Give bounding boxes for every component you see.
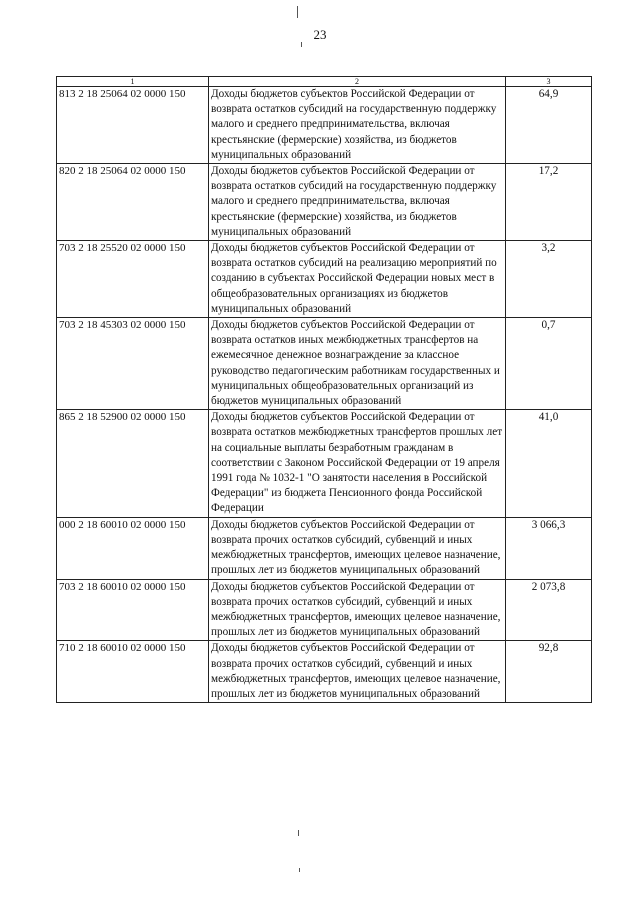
table-row (57, 164, 592, 241)
budget-code: 703 2 18 60010 02 0000 150 (57, 579, 209, 641)
revenue-description: Доходы бюджетов субъектов Российской Федерации от возврата остатков межбюджетных трансфертов прошлых лет на социальные выплаты безработным гражданам в соответствии с Законом Российской Федерации от 19 апреля 1991 года № 1032-1 "О занятости населения в Российской Федерации" из бюджета Пенсионного фонда Российской Федерации (209, 410, 506, 517)
budget-code: 813 2 18 25064 02 0000 150 (57, 87, 209, 164)
revenue-description: Доходы бюджетов субъектов Российской Федерации от возврата прочих остатков субсидий, субвенций и иных межбюджетных трансфертов, имеющих целевое назначение, прошлых лет из бюджетов муниципальных образований (209, 517, 506, 579)
budget-code: 865 2 18 52900 02 0000 150 (57, 410, 209, 517)
revenue-description: Доходы бюджетов субъектов Российской Федерации от возврата остатков субсидий на государственную поддержку малого и среднего предпринимательства, включая крестьянские (фермерские) хозяйства, из бюджетов муниципальных образований (209, 87, 506, 164)
budget-code: 820 2 18 25064 02 0000 150 (57, 164, 209, 241)
amount: 3,2 (506, 241, 592, 318)
revenue-description: Доходы бюджетов субъектов Российской Федерации от возврата остатков иных межбюджетных трансфертов на ежемесячное денежное вознаграждение за классное руководство педагогическим работникам государственных и муниципальных общеобразовательных организаций из бюджетов муниципальных образований (209, 318, 506, 410)
amount: 3 066,3 (506, 517, 592, 579)
column-header-amount: 3 (506, 77, 592, 87)
column-header-description: 2 (209, 77, 506, 87)
amount: 92,8 (506, 641, 592, 703)
scan-artifact (297, 6, 298, 18)
table-row (57, 241, 592, 318)
budget-code: 703 2 18 25520 02 0000 150 (57, 241, 209, 318)
table-row (57, 517, 592, 579)
table-header-row (57, 77, 592, 87)
amount: 41,0 (506, 410, 592, 517)
budget-code: 710 2 18 60010 02 0000 150 (57, 641, 209, 703)
revenue-description: Доходы бюджетов субъектов Российской Федерации от возврата остатков субсидий на государственную поддержку малого и среднего предпринимательства, включая крестьянские (фермерские) хозяйства, из бюджетов муниципальных образований (209, 164, 506, 241)
revenue-description: Доходы бюджетов субъектов Российской Федерации от возврата прочих остатков субсидий, субвенций и иных межбюджетных трансфертов, имеющих целевое назначение, прошлых лет из бюджетов муниципальных образований (209, 641, 506, 703)
amount: 0,7 (506, 318, 592, 410)
budget-code: 000 2 18 60010 02 0000 150 (57, 517, 209, 579)
budget-revenue-table (56, 76, 592, 703)
table-row (57, 87, 592, 164)
table-row (57, 579, 592, 641)
scan-artifact (299, 868, 300, 872)
table-row (57, 318, 592, 410)
amount: 17,2 (506, 164, 592, 241)
revenue-description: Доходы бюджетов субъектов Российской Федерации от возврата прочих остатков субсидий, субвенций и иных межбюджетных трансфертов, имеющих целевое назначение, прошлых лет из бюджетов муниципальных образований (209, 579, 506, 641)
table-row (57, 641, 592, 703)
budget-code: 703 2 18 45303 02 0000 150 (57, 318, 209, 410)
revenue-description: Доходы бюджетов субъектов Российской Федерации от возврата остатков субсидий на реализацию мероприятий по созданию в субъектах Российской Федерации новых мест в общеобразовательных организациях из бюджетов муниципальных образований (209, 241, 506, 318)
page-number: 23 (313, 27, 327, 42)
scan-artifact (298, 830, 299, 836)
column-header-code: 1 (57, 77, 209, 87)
amount: 2 073,8 (506, 579, 592, 641)
amount: 64,9 (506, 87, 592, 164)
table-row (57, 410, 592, 517)
